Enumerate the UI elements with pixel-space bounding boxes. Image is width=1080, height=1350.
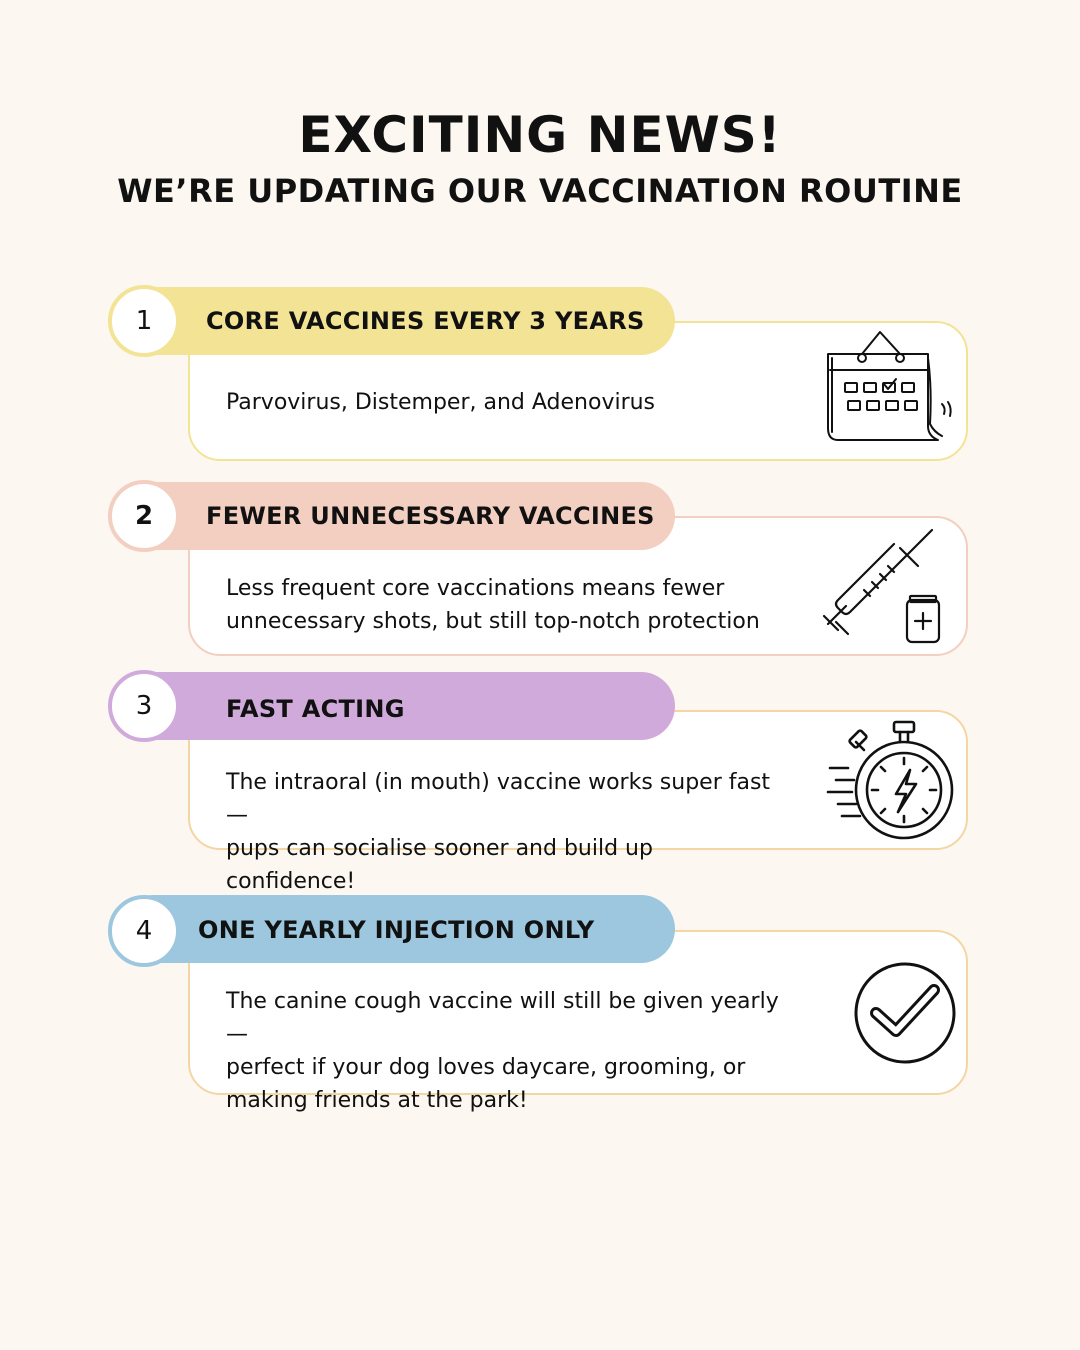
stopwatch-icon xyxy=(826,720,958,842)
item-1-number-badge: 1 xyxy=(108,285,180,357)
item-4-line-3: making friends at the park! xyxy=(226,1088,528,1113)
item-3-description xyxy=(226,766,786,898)
item-4-description xyxy=(226,985,786,1117)
item-3-line-2: pups can socialise sooner and build up confidence! xyxy=(226,836,653,894)
syringe-icon xyxy=(820,526,948,646)
page-title: EXCITING NEWS! xyxy=(298,106,782,164)
item-4-title: ONE YEARLY INJECTION ONLY xyxy=(198,916,595,944)
item-4-line-1: The canine cough vaccine will still be given yearly— xyxy=(226,989,779,1047)
item-2-line-2: unnecessary shots, but still top-notch protection xyxy=(226,609,760,634)
item-1-title: CORE VACCINES EVERY 3 YEARS xyxy=(206,307,645,335)
item-2-description xyxy=(226,572,786,638)
item-1-description xyxy=(226,386,786,419)
item-3-line-1: The intraoral (in mouth) vaccine works super fast— xyxy=(226,770,771,828)
item-4-line-2: perfect if your dog loves daycare, grooming, or xyxy=(226,1055,746,1080)
checkmark-icon xyxy=(852,960,958,1066)
item-1-line-1: Parvovirus, Distemper, and Adenovirus xyxy=(226,390,656,415)
item-4-number-badge: 4 xyxy=(108,895,180,967)
page-subtitle: WE’RE UPDATING OUR VACCINATION ROUTINE xyxy=(117,172,963,210)
item-2-line-1: Less frequent core vaccinations means fewer xyxy=(226,576,725,601)
item-3-number-badge: 3 xyxy=(108,670,180,742)
item-3-title: FAST ACTING xyxy=(226,695,405,723)
item-2-number-badge: 2 xyxy=(108,480,180,552)
calendar-icon xyxy=(818,328,958,448)
item-2-title: FEWER UNNECESSARY VACCINES xyxy=(206,502,655,530)
